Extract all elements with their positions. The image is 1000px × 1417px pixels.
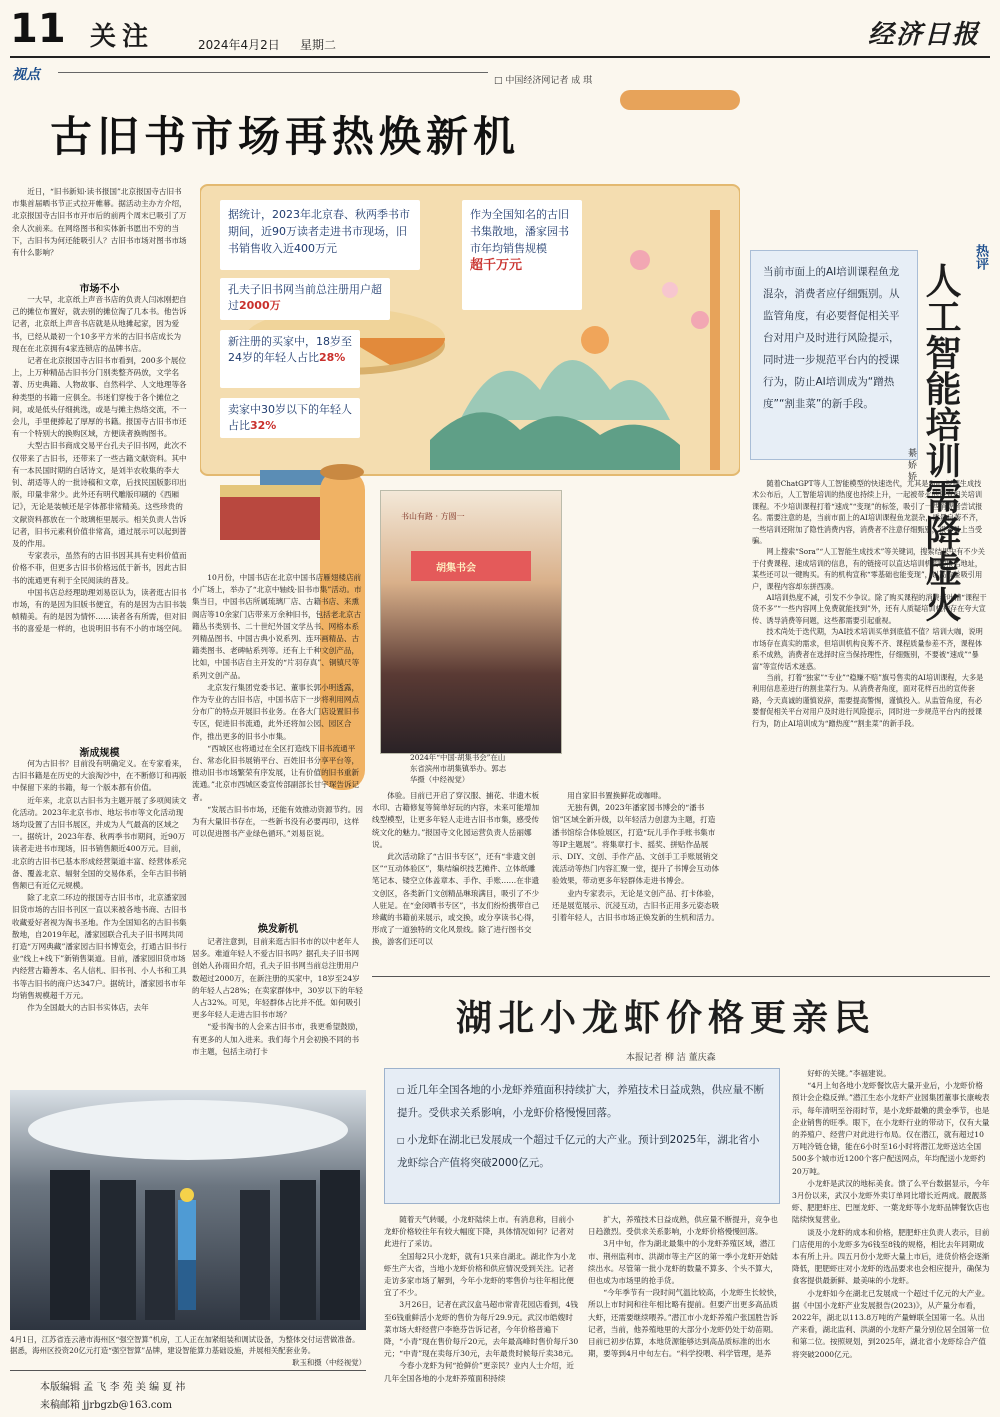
crayfish-col2-para: “今年季节有一段时间气温比较高，小龙虾生长较快，所以上市时间和往年相比略有提前。但要产出更多高品质大虾，还需要继续喂养。”潜江市小龙虾养殖户张国胜告诉记者，当前，他养殖地里的大部分小龙虾仍处于幼苗期。目前已初步估算，本地货源能够达到高品质标准的出水期，要等到4月中旬左右。“科学投喂、科学管理，是养	[588, 1288, 782, 1359]
col2-para: 除了北京二环边的报国寺古旧书市，北京潘家园旧货市场的古旧书刊区一直以来被各地书商、古旧书收藏爱好者视为淘书圣地。作为全国知名的古旧书集散地，自2019年起，潘家园联合孔夫子旧书网共同打造“万网典藏”潘家园古旧书博览会，打通古旧书行业“线上+线下”新销售渠道。目前，潘家园旧货市场内经营古籍善本、名人信札、旧书刊、小人书和工具书等古旧书的商户达347户。据统计，潘家园书市年均销售规模超千万元。	[12, 893, 187, 1000]
stat-card-users	[220, 278, 390, 320]
side-para: 随着ChatGPT等人工智能模型的快速迭代，尤其是Sora视频生成技术公布后，人工智能培训的热度也持续上升，一起被带火的还有相关培训课程。不少培训课程打着“速成”“变现”的标签，吸引了一些消费者尝试报名。需要注意的是，当前市面上的AI培训课程鱼龙混杂，质量良莠不齐，一些培训还附加了隐性消费内容，消费者不注意仔细甄别，很容易上当受骗。	[752, 479, 983, 546]
section-name: 关注	[90, 22, 155, 52]
col2-para: 作为全国最大的古旧书实体店，去年	[27, 1003, 149, 1013]
col1-para: 专家表示，虽然有的古旧书因其具有史料价值而价格不菲，但更多古旧书价格远低于新书，因此古旧书的流通更有利于全民阅读的普及。	[12, 551, 187, 585]
crayfish-summary-box	[384, 1068, 780, 1204]
issue-date: 2024年4月2日	[198, 38, 280, 52]
page-number: 11	[10, 6, 66, 52]
masthead	[10, 0, 990, 60]
col2-para: 何为古旧书？目前没有明确定义。在专家看来，古旧书籍是在历史的大浪淘沙中，在不断修订和再版中保留下来的书籍，每一个版本都有价值。	[12, 759, 187, 793]
side-label: 热评	[973, 244, 988, 270]
col3b-para: “爱书淘书的人会来古旧书市，我更希望鼓励，有更多的人加入进来。我们每个月会初换不同的书市主题，包括主动打卡	[192, 1022, 363, 1056]
stat-card-panjiayuan	[462, 200, 582, 310]
side-summary: 当前市面上的AI培训课程鱼龙混杂，消费者应仔细甄别。从监管角度，有必要督促相关平台对用户及时进行风险提示，同时进一步规范平台内的授课行为，防止AI培训成为“蹭热度”“割韭菜”的新手段。	[763, 266, 900, 410]
crayfish-col1-para: 随着天气转暖，小龙虾陆续上市。有消息称，目前小龙虾价格较往年有较大幅度下降，具体情况如何？记者对此进行了采访。	[384, 1215, 574, 1249]
side-para: 当前，打着“独家”“专业”“稳赚不赔”旗号售卖的AI培训课程，大多是利用信息差进行的割韭菜行为。从消费者角度，面对花样百出的宣传套路，今天真诚的谨慎说辞，需要提高警惕，谨慎投入。从监管角度，有必要督促相关平台对用户及时进行风险提示，同时进一步规范平台内的授课行为，防止AI培训成为“蹭热度”“割韭菜”的新手段。	[752, 672, 984, 728]
stat-card-bookfair	[220, 200, 420, 270]
square-bullet-icon: □	[397, 1086, 408, 1095]
crayfish-col2-para: 3月中旬，作为湖北最集中的小龙虾养殖区域，潜江市、荆州监利市、洪湖市等主产区的第一季小龙虾开始陆续出水。尽管第一批小龙虾的数量不算多、个头不算大，但也成为市场里的抢手货。	[588, 1239, 778, 1286]
crayfish-col2	[588, 1214, 784, 1410]
footer-editors: 本版编辑 孟 飞 李 苑 美 编 夏 祎	[40, 1382, 186, 1393]
col1-para: 一大早，北京纸上声音书店的负责人闫冰刚把自己的摊位布置好，就去别的摊位淘了几本书。他告诉记者，北京纸上声音书店就是从地摊起家，因为爱书，已经从最初一个10多平方米的古旧书店成长为现在在北京拥有4家连锁店的品牌书店。	[12, 295, 187, 353]
crayfish-col1	[384, 1214, 580, 1410]
col3-para: “发展古旧书市场，还能有效推动资源节约。因为有大量旧书存在，一些新书没有必要再印，这样可以促进图书产业绿色循环。”刘易臣说。	[192, 804, 363, 839]
stat-bookfair-text: 据统计，2023年北京春、秋两季书市期间，近90万读者走进书市现场，旧书销售收入近400万元	[228, 208, 410, 255]
feature-col3b	[192, 936, 364, 1068]
col3b-para: 记者注意到，目前来逛古旧书市的以中老年人居多。难道年轻人不爱古旧书吗？据孔夫子旧书网创始人孙雨田介绍，孔夫子旧书网当前总注册用户数超过2000万，在新注册的买家中，18岁至24岁的年轻人占28%；在卖家群体中，30岁以下的年轻人占32%。可见，年轻群体占比并不低。如何吸引更多年轻人走进古旧书市场？	[192, 937, 363, 1020]
crayfish-col3-para: 小龙虾如今在湖北已发展成一个超过千亿元的大产业。据《中国小龙虾产业发展报告(2023)》，从产量分布看，2022年，湖北以113.8万吨的产量蝉联全国第一名。从出产来看，湖北监利、洪湖的小龙虾产量分别位居全国第一位和第二位。按照规划，到2025年，湖北省小龙虾综合产值将突破2000亿元。	[792, 1288, 990, 1359]
stat-card-sellers	[220, 398, 360, 438]
stat-users-text: 孔夫子旧书网当前总注册用户超过	[228, 283, 382, 312]
datacenter-credit: 耿玉和摄（中经视觉）	[292, 1357, 366, 1367]
side-body	[752, 478, 988, 968]
stat-panjiayuan-text: 作为全国知名的古旧书集散地，潘家园书市年均销售规模	[470, 208, 569, 255]
datacenter-illustration	[10, 1090, 366, 1330]
crayfish-summary-2	[397, 1129, 767, 1175]
stat-sellers-value: 32%	[250, 419, 277, 432]
stat-buyers-value: 28%	[319, 351, 346, 364]
side-headline: 人工智能培训需降虚火	[920, 262, 962, 622]
feature-headline: 古旧书市场再热焕新机	[50, 112, 521, 161]
crayfish-headline: 湖北小龙虾价格更亲民	[456, 997, 877, 1039]
col3-para: “西城区也将通过在全区打造线下旧书流通平台、常态化旧书展销平台、百姓旧书分享平台等，推动旧书市场繁荣有序发展，让有价值的旧书重新流通。”北京市西城区委宣传部副部长甘宇琛告诉记者。	[192, 743, 360, 802]
crayfish-top-rule	[372, 976, 990, 977]
crayfish-col1-para: 全国每2只小龙虾，就有1只来自湖北。湖北作为小龙虾生产大省，当地小龙虾价格和供应情况受到关注。记者走访多家市场了解到，今年小龙虾的零售价与往年相比便宜了不少。	[384, 1251, 576, 1298]
subhead-market: 市场不小	[79, 284, 120, 295]
subhead-new-life: 焕发新机	[258, 924, 298, 935]
crayfish-col3-para: 小龙虾是武汉的地标美食。馈了么平台数据显示，今年3月份以来，武汉小龙虾外卖订单同比增长近两成。靓靓蒸虾、肥肥虾庄、巴厘龙虾、一葉龙虾等小龙虾品牌餐饮店也陆续恢复营业。	[792, 1178, 990, 1225]
col2-para: 近年来，北京以古旧书为主题开展了多项阅读文化活动。2023年北京书市、地坛书市等文化活动现场均设置了古旧书展区，并成为人气最高的区域之一。据统计，2023年春、秋两季书市期间，近90万读者走进书市现场，旧书销售额近400万元。目前，北京的古旧书已基本形成经营渠道丰富、经营体系完备、覆盖北京、辐射全国的交易体系，全年古旧书销售额已有近亿元规模。	[12, 795, 187, 891]
col4-para: 此次活动除了“古旧书专区”，还有“非遗文创区”“互动体验区”，集结编织技艺摊件、立体纸雕笔记本、镂空立体盖章本、手作、手账……在非遗文创区，各类新门文创精品琳琅满目，吸引了不少人驻足。在“金闵晒书专区”，书友们纷纷携带自己珍藏的书籍前来展示，或交换，或分享读书心得，形成了一道独特的文化风景线。除了进行图书交换，游客们还可以	[372, 852, 540, 947]
feature-lead	[12, 186, 187, 272]
col1-para: 记者在北京报国寺古旧书市看到，200多个展位上，上万种精品古旧书分门别类整齐码放，文学名著、历史典籍、人物故事、自然科学、人文地理等各种类型的书籍一应俱全。书迷们穿梭于各个摊位之间，或是低头仔细挑选，或是与摊主热络交流，不一会儿，手里便捧起了厚厚的书籍。报国寺古旧书市还有一个特别大的换购区域，方便读者换购图书。	[12, 356, 187, 439]
crayfish-col1-para: 今春小龙虾为何“抢鲜价”更亲民？业内人士介绍，近几年全国各地的小龙虾养殖面积持续	[384, 1361, 575, 1383]
crayfish-summary-1	[397, 1079, 767, 1125]
square-bullet-icon: □	[397, 1136, 408, 1145]
col1-para: 中国书店总经理助理刘易臣认为，读者逛古旧书市场，有的是因为旧版书便宜，有的是因为古旧书装帧精美。有的是因为情怀……读者各有所需，但对旧书的喜爱是一样的，也说明旧书有不小的市场空间。	[12, 587, 187, 634]
stat-sellers-text: 卖家中30岁以下的年轻人占比	[228, 403, 352, 432]
crayfish-byline: 本报记者 柳 洁 董庆森	[626, 1053, 716, 1063]
crayfish-summary-1-text: 近几年全国各地的小龙虾养殖面积持续扩大，养殖技术日益成熟，供应量不断提升。受供求关系影响，小龙虾价格慢慢回落。	[397, 1084, 765, 1119]
feature-tag: 视点	[12, 67, 40, 83]
col5-para: 用自家旧书置换鲜花或咖啡。	[567, 791, 666, 800]
datacenter-photo	[10, 1090, 366, 1330]
feature-col4	[372, 790, 542, 970]
crayfish-col1-para: 3月26日，记者在武汉盒马超市常青花园店看到，4钱至6钱重鲜活小龙虾的售价为每斤29.9元。武汉市皓嫂时菜市场大虾经营户李艳芬告诉记者，今年价格普遍下降，“小青”现在售价每斤20元，去年最高峰时售价每斤30元；“中青”现在卖每斤30元，去年最贵时候每斤卖38元。	[384, 1300, 579, 1359]
side-summary-box	[750, 250, 918, 460]
feature-tag-rule	[58, 72, 488, 73]
col5-para: 无独有偶，2023年潘家园书博会的“潘书馆”区域全新升级，以年轻活力创意为主题，打造潘书馆综合体验展区，打造“玩儿手作手账书集市等IP主题展”。将集章打卡、摇奖、拼贴作品展示、DIY、文创、手作产品、文创手工手账展销交流活动等热门内容汇聚一堂，提升了书博会互动体验效果，带动更多年轻群体走进书博会。	[552, 803, 720, 886]
crayfish-col2-para: 扩大，养殖技术日益成熟，供应量不断提升，竞争也日趋激烈。受供求关系影响，小龙虾价格慢慢回落。	[588, 1215, 778, 1237]
feature-col1	[12, 294, 187, 724]
newspaper-logo: 经济日报	[867, 20, 980, 50]
crayfish-col3-para: “4月上旬各地小龙虾餐饮店大量开业后，小龙虾价格预计会企稳反弹。”潜江生态小龙虾产业园集团董事长康峻表示，每年清明至谷雨时节，是小龙虾最嫩的黄金季节，也是企业销售的旺季。眼下，在小龙虾行业的带动下，仅有大量的养殖户、经营户对此进行布局。仅在潜江，就有超过10万吨冷链仓储，能在6小时至16小时将潜江龙虾送达全国500多个城市近1200个客户配送网点，年均配送小龙虾约20万吨。	[792, 1081, 990, 1176]
feature-byline: □ 中国经济网记者 成 琪	[494, 76, 593, 86]
bookfair-photo	[380, 490, 562, 754]
feature-col2	[12, 758, 187, 1068]
col5-para: 业内专家表示，无论是文创产品、打卡体验，还是展览展示、沉浸互动，古旧书正用多元姿态吸引着年轻人，古旧书市场正焕发新的生机和活力。	[552, 888, 720, 923]
side-para: AI培训热度不减，引发不少争议。除了购买课程的消费者吐槽“课程干货不多”“一些内容网上免费就能找到”外，还有人质疑培训机构存在夸大宣传、诱导消费等问题，这些都需要引起重视。	[752, 593, 987, 625]
side-para: 网上搜索“Sora”“人工智能生成技术”等关键词，搜索结果中有不少关于付费课程、速成培训的信息，有的链接可以直达培训机构的报名地址，某些还可以一键购买。有的机构宣称“零基础也能变现”，以高收益吸引用户，课程内容却东拼西凑。	[752, 547, 985, 591]
footer-email: 来稿邮箱 jjrbgzb@163.com	[40, 1400, 173, 1411]
crayfish-col3-para: 好虾的关键。”李福建说。	[807, 1069, 891, 1078]
photo-banner: 书山有路 · 方圆一	[401, 512, 465, 521]
stat-users-value: 2000万	[239, 299, 281, 312]
crayfish-col3	[792, 1068, 990, 1410]
stat-buyers-text: 新注册的买家中，18岁至24岁的年轻人占比	[228, 335, 352, 364]
col3-para: 北京发行集团党委书记、董事长郭小明透露，作为专业的古旧书店，中国书店下一步将利用网点分布广的特点开展旧书业务。在各大门店设置旧书专区，促进旧书流通，此外还将加公园、园区合作，推出更多的旧书小市集。	[192, 682, 360, 741]
masthead-rule	[10, 56, 990, 58]
side-para: 技术尚处于迭代期，为AI技术培训买单到底值不值？培训大咖，说明市场存在真实的需求，但培训机构良莠不齐、课程质量参差不齐，课程体系不成熟，消费者在选择时应当保持理性，仔细甄别，不要被“速成”“暴富”等宣传话术迷惑。	[752, 627, 983, 671]
issue-weekday: 星期二	[300, 38, 337, 52]
feature-col3	[192, 572, 364, 912]
lead-text: 近日，“旧书新知·读书报国”北京报国寺古旧书市集首届晒书节正式拉开帷幕。据活动主办方介绍，北京报国寺古旧书市开市后的前两个周末已吸引了万余人次前来。在网络图书和实体新书愿出不穷的当下，古旧书为何还能吸引人？古旧书市场对图书市场有什么影响？	[12, 187, 187, 258]
photo-caption: 2024年“中国·胡集书会”在山东省滨州市胡集镇举办。郭志华摄（中经视觉）	[410, 753, 507, 784]
photo-sign: 胡集书会	[436, 563, 476, 574]
col1-para: 大型古旧书商成交易平台孔夫子旧书网，此次不仅带来了古旧书，还带来了一些古籍文献资料。其中有一本民国时期的白话诗文，是刘半农收集的李大钊、胡适等人的一批诗稿和文章，后找民国版影印出版，印量非常少。此外还有明代雕版印刷的《西厢记》，无论是装帧还是字体都非常精美。这些珍贵的文献资料都放在一个玻璃柜里展示。相关负责人告诉记者，旧书元素利价值非常高，通过展示可以起到普及的作用。	[12, 441, 187, 549]
crayfish-col3-para: 谈及小龙虾的成本和价格，肥肥虾庄负责人表示，目前门店使用的小龙虾多为6钱至8钱的规格，相比去年同期成本有所上升。四五月份小龙虾大量上市后，进货价格会逐渐降低，肥肥虾庄对小龙虾的选品要求也会相应提升，确保为食客提供最新鲜、最美味的小龙虾。	[792, 1227, 990, 1286]
side-author: 綦 娇 娇	[906, 448, 916, 481]
feature-col5	[552, 790, 722, 970]
subhead-scale: 渐成规模	[79, 748, 120, 759]
stat-card-buyers	[220, 330, 360, 388]
stat-panjiayuan-value: 超千万元	[470, 258, 523, 273]
col3-para: 10月份，中国书店在北京中国书店雁翅楼店前小广场上，举办了“北京中轴线·旧书市集”活动。市集当日，中国书店所属琉璃厂店、古籍书店、来熏阁店等10余家门店带来万余种旧书，包括老北京古籍丛书类别书、二十世纪外国文学丛书、网格本系列精品图书、中国古典小说系列、连环画精品、古籍类图书、老碑帖系列等。还有上千种文创产品，比如，中国书店自主开发的“片羽存真”、铜镇尺等系列文创产品。	[192, 573, 362, 680]
datacenter-caption	[10, 1334, 366, 1368]
footer-rule	[10, 1370, 366, 1371]
col4-para: 体验。目前已开启了穿汉服、捕花、非遗木板水印、古籍修复等简单好玩的内容，未来可能增加线型模型，让更多年轻人走进古旧书市集，感受传统文化的魅力。”报国寺文化园运营负责人岳丽娜说。	[372, 791, 540, 849]
crayfish-summary-2-text: 小龙虾在湖北已发展成一个超过千亿元的大产业。预计到2025年，湖北省小龙虾综合产值将突破2000亿元。	[397, 1134, 760, 1169]
datacenter-caption-text: 4月1日，江苏省连云港市海州区“强空智算”机房，工人正在加紧组装和调试设备，为整体交付运营做准备。据悉，海州区投资20亿元打造“强空智算”品牌，建设智能算力基础设施，并展相关配套业务。	[10, 1335, 360, 1356]
